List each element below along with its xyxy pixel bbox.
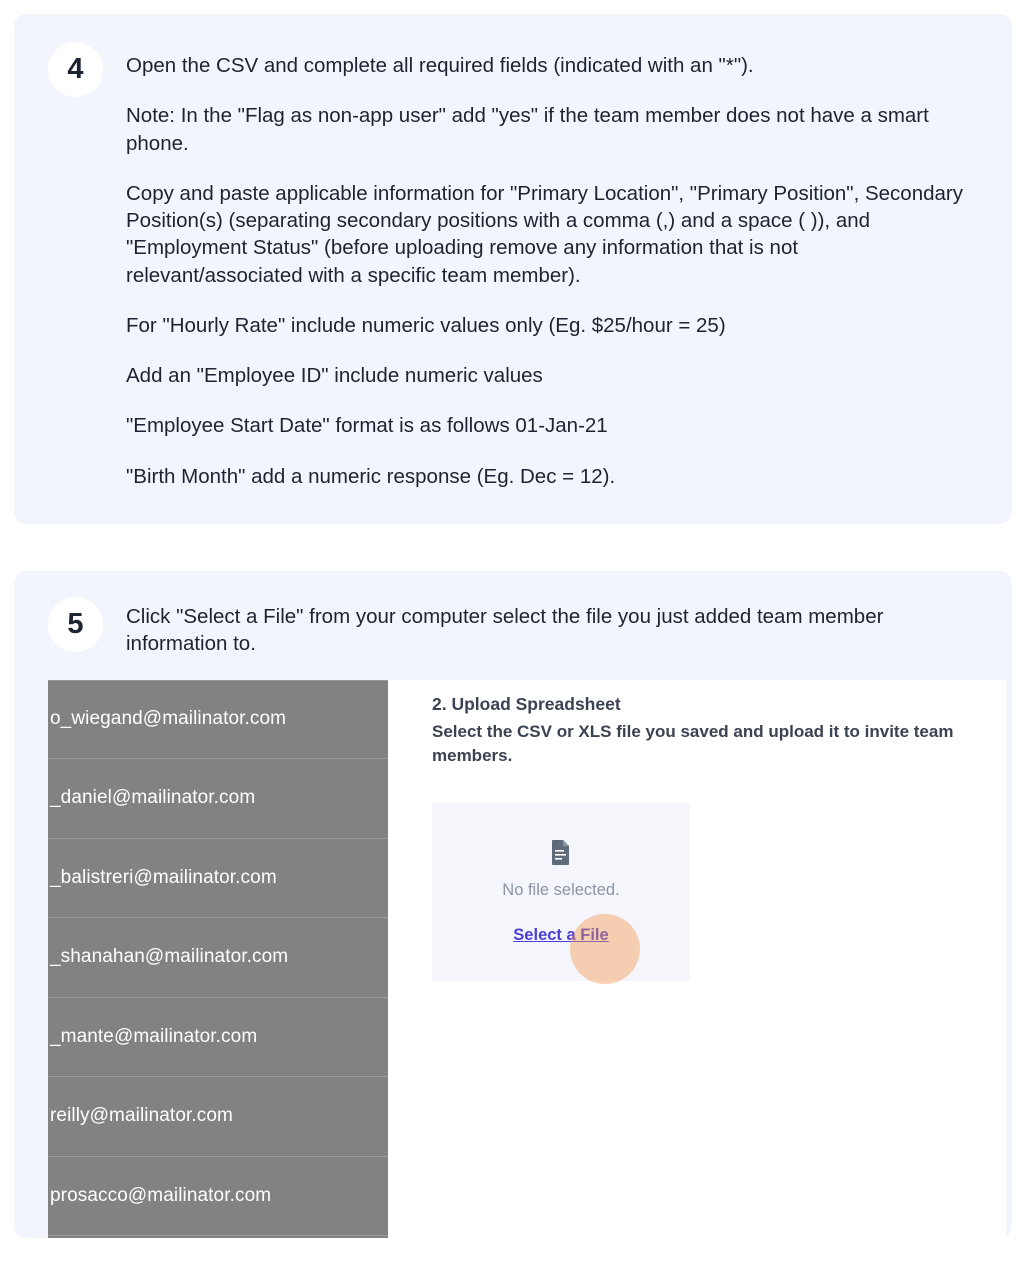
document-icon bbox=[550, 839, 572, 865]
step-5-body bbox=[126, 593, 961, 658]
upload-section-title: 2. Upload Spreadsheet bbox=[432, 693, 621, 714]
step-4-body bbox=[126, 40, 978, 490]
page-root bbox=[0, 14, 1026, 1266]
step-4-paragraph-6: "Employee Start Date" format is as follows 01-Jan-21 bbox=[126, 414, 608, 438]
embedded-screenshot bbox=[14, 680, 1012, 1238]
screenshot-frame bbox=[48, 680, 1006, 1238]
step-5-number: 5 bbox=[48, 597, 103, 652]
table-row: _daniel@mailinator.com bbox=[48, 759, 388, 839]
file-dropzone[interactable] bbox=[432, 803, 690, 981]
step-4-paragraph-5: Add an "Employee ID" include numeric values bbox=[126, 364, 543, 387]
table-row: _mante@mailinator.com bbox=[48, 998, 388, 1078]
step-4-paragraph-3: Copy and paste applicable information for "Primary Location", "Primary Position", Secondary Position(s) (separating secondary positions with a comma (,) and a space ( )), and "Employment Status" (before uploading remove any information that is not relevant/associated with a specific team member). bbox=[126, 181, 963, 287]
table-row: _balistreri@mailinator.com bbox=[48, 839, 388, 919]
step-4-number: 4 bbox=[48, 42, 103, 97]
step-4-card bbox=[14, 14, 1012, 524]
step-4-paragraph-4: For "Hourly Rate" include numeric values only (Eg. $25/hour = 25) bbox=[126, 313, 726, 337]
step-5-card bbox=[14, 571, 1012, 1238]
upload-spreadsheet-panel bbox=[388, 680, 1006, 1238]
table-row: o_wiegand@mailinator.com bbox=[48, 680, 388, 760]
table-row: reilly@mailinator.com bbox=[48, 1077, 388, 1157]
step-4-paragraph-1: Open the CSV and complete all required fields (indicated with an "*"). bbox=[126, 54, 754, 77]
file-status-text: No file selected. bbox=[502, 880, 620, 899]
select-a-file-link[interactable]: Select a File bbox=[513, 925, 609, 944]
upload-section-subtitle: Select the CSV or XLS file you saved and upload it to invite team members. bbox=[432, 721, 954, 765]
step-4-paragraph-7: "Birth Month" add a numeric response (Eg. Dec = 12). bbox=[126, 464, 616, 488]
step-4-paragraph-2: Note: In the "Flag as non-app user" add "yes" if the team member does not have a smart phone. bbox=[126, 104, 929, 155]
step-5-instruction: Click "Select a File" from your computer select the file you just added team member information to. bbox=[126, 605, 884, 656]
table-row: _shanahan@mailinator.com bbox=[48, 918, 388, 998]
table-row: prosacco@mailinator.com bbox=[48, 1157, 388, 1237]
email-list-panel bbox=[48, 680, 388, 1238]
